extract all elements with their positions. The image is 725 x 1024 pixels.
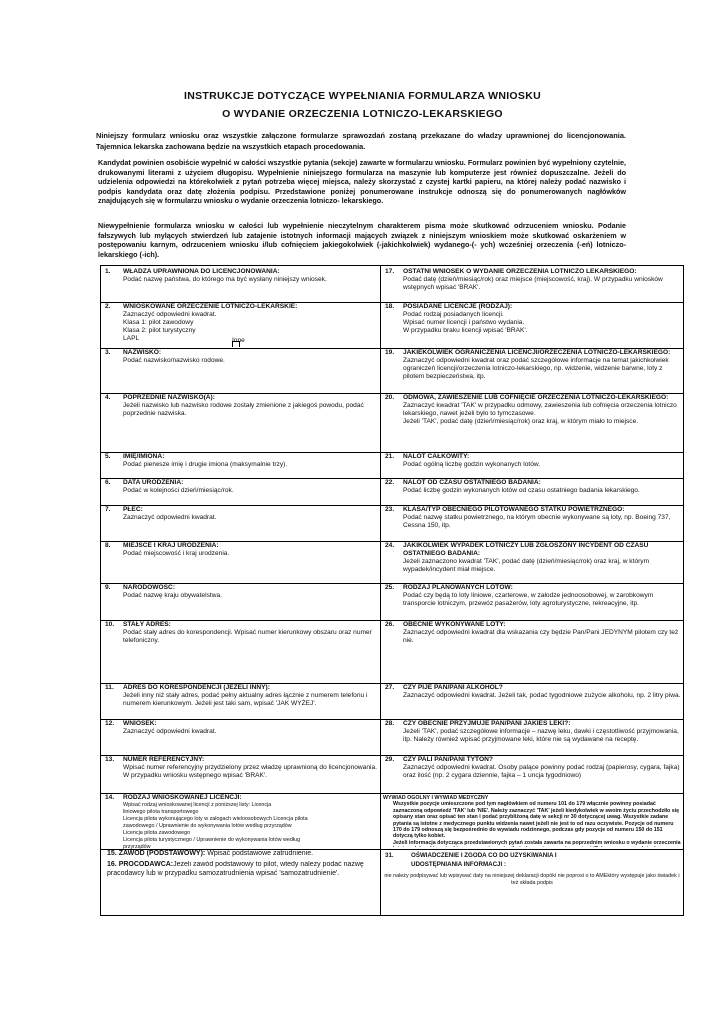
left-section-15: [101, 850, 379, 861]
section-number: 11.: [105, 684, 114, 691]
section-number: 23.: [385, 506, 395, 513]
section-body: Podać w kolejności dzień/miesiąc/rok.: [123, 487, 234, 494]
title-line-2: O WYDANIE ORZECZENIA LOTNICZO-LEKARSKIEGO: [222, 108, 503, 120]
row-divider: [380, 478, 684, 479]
section-body: Zaznaczyć odpowiedni kwadrat.: [123, 514, 217, 521]
section-heading: OSTATNI WNIOSEK O WYDANIE ORZECZENIA LOTNICZO LEKARSKIEGO:: [403, 268, 637, 275]
section-heading: STAŁY ADRES:: [123, 621, 171, 628]
section-heading: WNIOSEK:: [123, 720, 157, 727]
row-divider: [100, 348, 381, 349]
section-number: 8.: [105, 542, 111, 549]
section-heading: NALOT OD CZASU OSTATNIEGO BADANIA:: [403, 479, 541, 486]
left-section-16: [101, 861, 373, 901]
left-section-14: [101, 794, 379, 849]
left-section-2: [101, 303, 379, 347]
left-section-4: [101, 394, 379, 451]
section-heading: JAKIKOLWIEK WYPADEK LOTNICZY LUB ZGŁOSZONY INCYDENT OD CZASU OSTATNIEGO BADANIA:: [403, 542, 649, 557]
section-body: Podać nazwę państwa, do którego ma być wysłany niniejszy wniosek.: [123, 276, 327, 283]
section-body: Zaznaczyć odpowiedni kwadrat. Jeżeli tak, podać tygodniowe zużycie alkoholu, np. 2 litry piwa.: [403, 692, 681, 699]
section-body: Wpisać rodzaj wnioskowanej licencji z poniższej listy: Licencja liniowego pilota transportowego Licencja pilota wykonującego loty w załogach wieloosobowych Licencja pilota zawodowego / Uprawnienie do wykonywania lotów według przyrządów Licencja pilota zawodowego Licencja pilota turystycznego / Uprawnienie do wykonywania lotów według przyrządów: [123, 802, 308, 849]
section-number: 2.: [105, 303, 111, 310]
section-number: 26.: [385, 621, 395, 628]
section-number: 4.: [105, 394, 111, 401]
row-divider: [100, 505, 381, 506]
left-section-11: [101, 684, 379, 718]
intro-paragraph-3: Niewypełnienie formularza wniosku w całości lub wypełnienie nieczytelnym charakterem pisma może skutkować odrzuceniem wniosku. Podanie fałszywych lub mylących stwierdzeń lub zatajenie istotnych informacji mających związek z niniejszym wnioskiem może skutkować oskarżeniem w postępowaniu karnym, odrzuceniem wniosku i/lub cofnięciem jakiegokolwiek (-jakichkolwiek) wydanego-(- ych) wcześniej orzeczenia (-eń) lotniczo-lekarskiego (-ich).: [98, 221, 626, 259]
right-section-31: [381, 851, 683, 915]
right-section-17: [381, 268, 683, 302]
section-heading: NARODOWOŚĆ:: [123, 584, 176, 591]
section-body: Zaznaczyć odpowiedni kwadrat oraz podać szczegółowe informacje na temat jakichkolwiek ograniczeń licencji/orzeczenia lotniczo-lekarskiego, np. widzenie, widzenie barwne, loty z pilotem bezpieczeństwa, itp.: [403, 357, 669, 380]
section-body: Podać ogólną liczbę godzin wykonanych lotów.: [403, 461, 541, 468]
section-body: Jeżeli nazwisko lub nazwisko rodowe zostały zmienione z jakiegoś powodu, podać poprzednie nazwiska.: [123, 402, 364, 417]
section-heading: RODZAJ WNIOSKOWANEJ LICENCJI:: [123, 794, 242, 801]
section-number: 27.: [385, 684, 395, 691]
section-body: Zaznaczyć odpowiedni kwadrat. Osoby palące powinny podać rodzaj (papierosy, cygara, fajka) oraz ilość (np. 2 cygara dziennie, fajka – 1 uncja tygodniowo): [403, 764, 680, 779]
section-body: Wpisać podstawowe zatrudnienie.: [207, 850, 314, 857]
section-number: 7.: [105, 506, 111, 513]
section-number: 14.: [105, 794, 115, 801]
right-section-26: [381, 621, 683, 682]
section-number: 17.: [385, 268, 395, 275]
section-heading: NALOT CAŁKOWITY:: [403, 453, 470, 460]
section-heading: KLASA/TYP OBECNIEGO PILOTOWANEGO STATKU POWIETRZNEGO:: [403, 506, 625, 513]
section-heading: PŁEĆ:: [123, 506, 143, 513]
row-divider: [380, 348, 684, 349]
section-body: Wszystkie pozycje umieszczone pod tym nagłówkiem od numeru 101 do 179 włącznie powinny posiadać zaznaczoną odpowiedź 'TAK' lub 'NIE'. Należy zaznaczyć 'TAK' jeżeli kiedykolwiek w swoim życiu przechodziło się opisany stan oraz opisać ten stan i podać przybliżoną datę w sekcji nr 30 dotyczącej uwag. Wszystkie zadane pytania są istotne z medycznego punktu widzenia nawet jeżeli nie jest to od razu oczywiste. Pozycje od numeru 170 do 179 odnoszą się bezpośrednio do wywiadu rodzinnego, podczas gdy pozycje od numeru 150 do 151 dotyczą tylko kobiet. Jeżeli informacja dotycząca przedstawionych pytań została zawarta na poprzednim wniosku o wydanie orzeczenia: [393, 801, 681, 846]
section-heading: OBECNIE WYKONYWANE LOTY:: [403, 621, 506, 628]
section-heading: MIEJSCE I KRAJ URODZENIA:: [123, 542, 219, 549]
row-divider: [380, 452, 684, 453]
left-section-3: [101, 349, 379, 393]
section-heading: IMIĘ/IMIONA:: [123, 453, 165, 460]
row-divider: [100, 849, 381, 850]
left-section-5: [101, 453, 379, 478]
section-subheading: UDOSTĘPNIANIA INFORMACJI :: [411, 861, 506, 868]
right-section-29: [381, 756, 683, 794]
row-divider: [100, 583, 381, 584]
section-body: Jeżeli 'TAK', podać szczegółowe informacje – nazwę leku, dawki i częstotliwość przyjmowania, itp. Należy również wpisać przyjmowane leki, które nie są wydawane na receptę.: [403, 728, 679, 743]
row-divider: [380, 849, 684, 850]
section-heading: ODMOWA, ZAWIESZENIE LUB COFNIĘCIE ORZECZENIA LOTNICZO-LEKARSKIEGO:: [403, 394, 669, 401]
intro-paragraph-1: Niniejszy formularz wniosku oraz wszystkie załączone formularze sprawozdań zostaną przekazane do władzy uprawnionej do licencjonowania. Tajemnica lekarska zachowana będzie na wszystkich etapach procedowania.: [96, 131, 626, 151]
right-section-23: [381, 506, 683, 540]
row-divider: [380, 393, 684, 394]
row-divider: [100, 793, 381, 794]
right-section-28: [381, 720, 683, 754]
section-heading: NUMER REFERENCYJNY:: [123, 756, 205, 763]
section-heading: POPRZEDNIE NAZWISKO(A):: [123, 394, 215, 401]
section-body: Podać pierwsze imię i drugie imiona (maksymalnie trzy).: [123, 461, 288, 468]
row-divider: [380, 620, 684, 621]
section-number: 18.: [385, 303, 395, 310]
section-body: Jeżeli zawód podstawowy to pilot, wtedy należy podać nazwę pracodawcy lub w przypadku samozatrudnienia wpisać 'samozatrudnienie'.: [107, 861, 364, 877]
section-number: 13.: [105, 756, 115, 763]
section-heading: POSIADANE LICENCJE (RODZAJ):: [403, 303, 513, 310]
section-body: Podać nazwę statku powietrznego, na którym obecnie wykonywane są loty, np. Boeing 737, Cessna 150, itp.: [403, 514, 671, 529]
section-heading: ADRES DO KORESPONDENCJI (JEŻELI INNY):: [123, 684, 270, 691]
right-section-27: [381, 684, 683, 718]
section-body: Podać nazwę kraju obywatelstwa.: [123, 592, 222, 599]
right-section-20: [381, 394, 683, 451]
intro-paragraph-2: Kandydat powinien osobiście wypełnić w całości wszystkie pytania (sekcje) zawarte w formularzu wniosku. Formularz powinien być wypełniony czytelnie, drukowanymi literami z użyciem długopisu. Wypełnienie niniejszego formularza na maszynie lub komputerze jest również dopuszczalne. Jeżeli do udzielenia odpowiedzi na którekolwiek z pytań potrzeba więcej miejsca, należy skorzystać z czystej kartki papieru, na której należy podać nazwisko i podpis kandydata oraz datę złożenia podpisu. Przedstawione poniżej ponumerowane instrukcje odnoszą się do ponumerowanych nagłówków znajdujących się w formularzu wniosku o wydanie orzeczenia lotniczo- lekarskiego.: [98, 158, 626, 205]
left-section-10: [101, 621, 379, 682]
section-body: Podać liczbę godzin wykonanych lotów od czasu ostatniego badania lekarskiego.: [403, 487, 640, 494]
section-heading: OŚWIADCZENIE I ZGODA CO DO UZYSKIWANIA I: [411, 852, 557, 859]
section-heading: WNIOSKOWANE ORZECZENIE LOTNICZO-LEKARSKIE:: [123, 303, 298, 310]
other-option-label: Inne: [232, 337, 245, 344]
row-divider: [380, 719, 684, 720]
row-divider: [100, 393, 381, 394]
section-number: 9.: [105, 584, 111, 591]
section-heading: ZAWÓD (PODSTAWOWY):: [118, 850, 208, 857]
section-number: 15.: [107, 850, 119, 857]
section-body: nie należy podpisywać lub wpisywać daty na niniejszej deklaracji dopóki nie poprosi o to AMEktóry występuje jako świadek i też składa podpis: [384, 873, 680, 886]
section-number: 22.: [385, 479, 395, 486]
row-divider: [100, 755, 381, 756]
left-section-7: [101, 506, 379, 540]
section-body: Zaznaczyć odpowiedni kwadrat. Klasa 1: pilot zawodowy Klasa 2: pilot turystyczny LAPL: [123, 311, 217, 342]
row-divider: [100, 452, 381, 453]
row-divider: [380, 583, 684, 584]
row-divider: [380, 505, 684, 506]
section-heading: WYWIAD OGÓLNY I WYWIAD MEDYCZNY: [383, 795, 489, 801]
section-number: 31.: [385, 852, 394, 859]
section-number: 1.: [105, 268, 111, 275]
row-divider: [380, 302, 684, 303]
row-divider: [100, 683, 381, 684]
section-number: 6.: [105, 479, 111, 486]
section-body: Podać rodzaj posiadanych licencji. Wpisać numer licencji i państwo wydania. W przypadku braku licencji wpisać 'BRAK'.: [403, 311, 528, 334]
right-section-21: [381, 453, 683, 478]
section-number: 12.: [105, 720, 115, 727]
section-body: Podać nazwisko/nazwisko rodowe.: [123, 357, 225, 364]
section-number: 3.: [105, 349, 111, 356]
row-divider: [100, 620, 381, 621]
title-line-1: INSTRUKCJE DOTYCZĄCE WYPEŁNIANIA FORMULARZA WNIOSKU: [184, 90, 541, 102]
section-number: 19.: [385, 349, 395, 356]
row-divider: [380, 755, 684, 756]
left-section-1: [101, 268, 379, 302]
row-divider: [100, 719, 381, 720]
section-heading: DATA URODZENIA:: [123, 479, 184, 486]
section-heading: JAKIEKOLWIEK OGRANICZENIA LICENCJI/ORZECZENIA LOTNICZO-LEKARSKIEGO:: [403, 349, 671, 356]
row-divider: [380, 793, 684, 794]
right-section-25: [381, 584, 683, 619]
row-divider: [100, 302, 381, 303]
section-number: 24.: [385, 542, 395, 549]
section-body: Zaznaczyć odpowiedni kwadrat.: [123, 728, 217, 735]
section-heading: CZY OBECNIE PRZYJMUJE PAN/PANI JAKIEŚ LEKI?:: [403, 720, 571, 727]
section-body: Podać datę (dzień/miesiąc/rok) oraz miejsce (miejscowość, kraj). W przypadku wniosków wstępnych wpisać 'BRAK'.: [403, 276, 663, 291]
section-heading: CZY PALI PAN/PANI TYTOŃ?: [403, 756, 493, 763]
section-body: Zaznaczyć odpowiedni kwadrat dla wskazania czy będzie Pan/Pani JEDYNYM pilotem czy też nie.: [403, 629, 679, 644]
right-section-22: [381, 479, 683, 504]
section-number: 28.: [385, 720, 395, 727]
section-number: 16.: [107, 861, 119, 868]
section-heading: NAZWISKO:: [123, 349, 162, 356]
section-body: Wpisać numer referencyjny przydzielony przez władzę uprawnioną do licencjonowania. W przypadku wniosku wstępnego wpisać 'BRAK'.: [123, 764, 377, 779]
row-divider: [100, 478, 381, 479]
section-number: 10.: [105, 621, 115, 628]
left-section-9: [101, 584, 379, 619]
row-divider: [100, 541, 381, 542]
left-section-8: [101, 542, 379, 582]
section-body: Podać miejscowość i kraj urodzenia.: [123, 550, 230, 557]
section-number: 5.: [105, 453, 111, 460]
section-body: Podać czy będą to loty liniowe, czarterowe, w załodze jednoosobowej, w zarobkowym transporcie lotniczym, przewóz pasażerów, loty agroturystyczne, rekreacyjne, itp.: [403, 592, 654, 607]
section-body: Podać stały adres do korespondencji. Wpisać numer kierunkowy obszaru oraz numer telefoniczny.: [123, 629, 372, 644]
other-checkbox[interactable]: [232, 341, 240, 347]
section-number: 25.: [385, 584, 395, 591]
section-number: 20.: [385, 394, 395, 401]
section-heading: WŁADZA UPRAWNIONA DO LICENCJONOWANIA:: [123, 268, 280, 275]
row-divider: [380, 683, 684, 684]
left-section-6: [101, 479, 379, 504]
section-heading: PROCODAWCA:: [118, 861, 174, 868]
right-section-19: [381, 349, 683, 393]
section-number: 29.: [385, 756, 395, 763]
right-section-24: [381, 542, 683, 582]
section-body: Zaznaczyć kwadrat 'TAK' w przypadku odmowy, zawieszenia lub cofnięcia orzeczenia lotniczo lekarskiego, nawet jeżeli było to tymczasowe. Jeżeli 'TAK', podać datę (dzień/miesiąc/rok) oraz kraj, w którym miało to miejsce.: [403, 402, 677, 425]
row-divider: [380, 541, 684, 542]
medical-history-section: [383, 795, 681, 847]
section-heading: RODZAJ PLANOWANYCH LOTÓW:: [403, 584, 513, 591]
left-section-12: [101, 720, 379, 754]
section-number: 21.: [385, 453, 395, 460]
right-section-18: [381, 303, 683, 347]
section-body: Jeżeli inny niż stały adres, podać pełny aktualny adres łącznie z numerem telefonu i numerem kierunkowym. Jeżeli jest taki sam, wpisać 'JAK WYŻEJ'.: [123, 692, 368, 707]
section-body: Jeżeli zaznaczono kwadrat 'TAK', podać datę (dzień/miesiąc/rok) oraz kraj, w którym wypadek/incydent miał miejsce.: [403, 558, 650, 573]
section-heading: CZY PIJE PAN/PANI ALKOHOL?: [403, 684, 503, 691]
left-section-13: [101, 756, 379, 792]
